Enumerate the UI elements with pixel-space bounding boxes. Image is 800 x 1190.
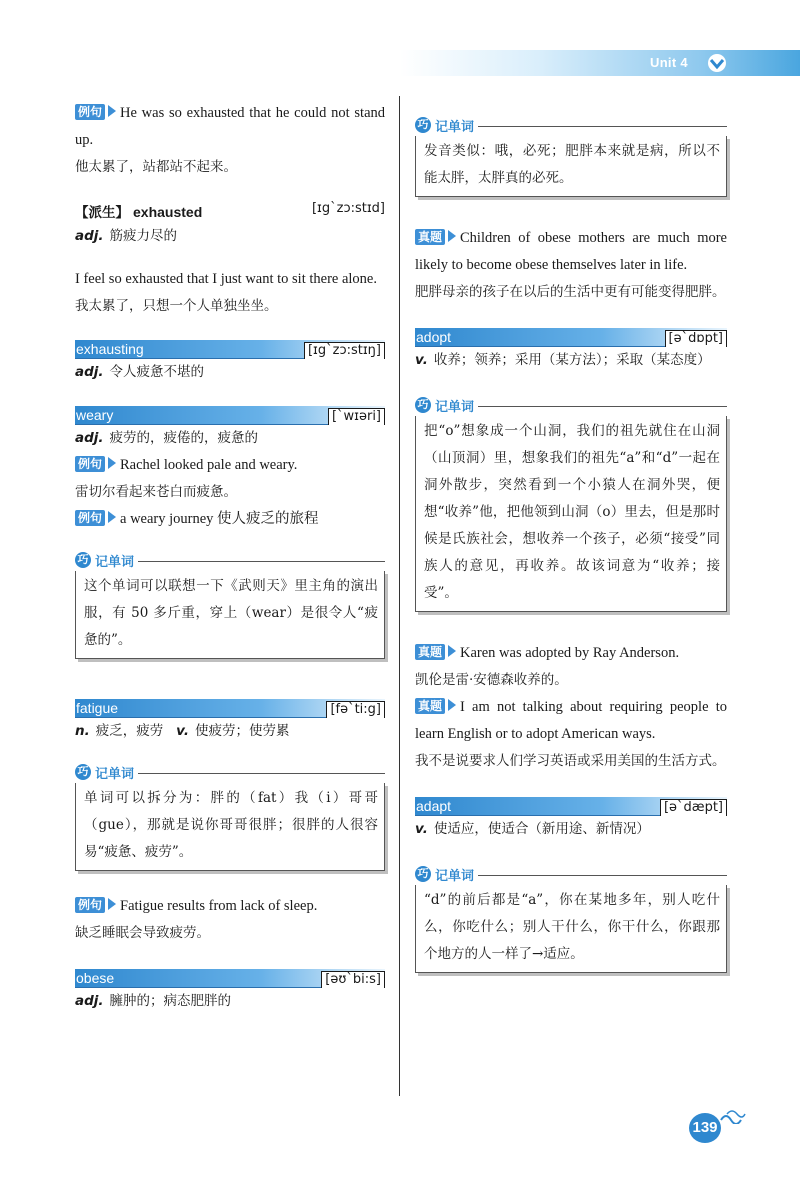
- derivation-word: exhausted: [133, 204, 203, 220]
- derivation-label: 【派生】: [75, 205, 129, 221]
- entry-word: obese: [76, 970, 115, 986]
- wave-decoration-icon: [720, 1108, 746, 1124]
- arrow-right-icon: [108, 105, 116, 117]
- memo-icon: 巧: [415, 117, 431, 133]
- column-divider: [399, 96, 400, 1096]
- derivation-header: [75, 201, 385, 223]
- memo-title: 记单词: [435, 119, 475, 135]
- example-badge: 例句: [75, 897, 105, 913]
- memo-text: 把“o”想象成一个山洞，我们的祖先就住在山洞（山顶洞）里，想象我们的祖先“a”和“d”一起在洞外散步，突然看到一个小猿人在洞外哭，便想“收养”他，把他领到山洞（o）里去，但是那时候是氏族社会，想收养一个孩子，必须“接受”同族人的意见，再收养。故该词意为“收养；接受”。: [415, 416, 727, 612]
- exam-badge: 真题: [415, 229, 445, 245]
- derivation-example: I feel so exhausted that I just want to sit there alone.: [75, 271, 377, 287]
- example-badge: 例句: [75, 456, 105, 472]
- example-sentence: 例句 a weary journey 使人疲乏的旅程: [75, 506, 385, 533]
- memo-text: “d”的前后都是“a”，你在某地多年，别人吃什么，你吃什么；别人干什么，你干什么，你跟那个地方的人一样了→适应。: [415, 885, 727, 973]
- memory-tip-obese: [415, 114, 727, 197]
- exam-translation: 我不是说要求人们学习英语或采用美国的生活方式。: [415, 753, 726, 769]
- entry-phonetic: [fə`ti:g]: [326, 701, 385, 718]
- example-sentence: 例句 Rachel looked pale and weary.: [75, 452, 385, 479]
- derivation-phonetic: [ɪg`zɔ:stɪd]: [311, 201, 385, 216]
- memo-icon: 巧: [415, 866, 431, 882]
- arrow-right-icon: [448, 645, 456, 657]
- example-sentence: 例句 He was so exhausted that he could not stand up.: [75, 105, 385, 148]
- entry-phonetic: [ɪg`zɔ:stɪŋ]: [304, 342, 385, 359]
- page-number: 139: [689, 1113, 721, 1143]
- entry-word: adapt: [416, 798, 452, 814]
- entry-word: fatigue: [76, 700, 119, 716]
- derivation-definition: adj. 筋疲力尽的: [75, 228, 178, 244]
- entry-bar-adapt: [415, 797, 727, 816]
- arrow-right-icon: [448, 699, 456, 711]
- example-badge: 例句: [75, 104, 105, 120]
- memo-title: 记单词: [435, 399, 475, 415]
- entry-definition: v. 收养；领养；采用（某方法）；采取（某态度）: [415, 352, 711, 368]
- memo-icon: 巧: [415, 397, 431, 413]
- memo-text: 这个单词可以联想一下《武则天》里主角的演出服，有 50 多斤重，穿上（wear）是很令人“疲惫的”。: [75, 571, 385, 659]
- exam-sentence: 真题 I am not talking about requiring people to learn English or to adopt American ways.: [415, 699, 727, 742]
- memory-tip-adapt: [415, 863, 727, 973]
- unit-label: Unit 4: [650, 55, 688, 70]
- memory-tip-fatigue: [75, 761, 385, 871]
- example-translation: 雷切尔看起来苍白而疲惫。: [75, 484, 237, 500]
- entry-phonetic: [əʊ`bi:s]: [321, 971, 385, 988]
- memo-text: 发音类似：哦，必死；肥胖本来就是病，所以不能太胖，太胖真的必死。: [415, 136, 727, 197]
- memory-tip-adopt: [415, 394, 727, 612]
- arrow-right-icon: [108, 898, 116, 910]
- entry-word: adopt: [416, 329, 452, 345]
- right-column: [415, 100, 727, 973]
- derivation-example-translation: 我太累了，只想一个人单独坐坐。: [75, 298, 278, 314]
- entry-bar-obese: [75, 969, 385, 988]
- memo-title: 记单词: [435, 868, 475, 884]
- entry-bar-adopt: [415, 328, 727, 347]
- entry-definition: adj. 臃肿的；病态肥胖的: [75, 993, 232, 1009]
- memo-icon: 巧: [75, 552, 91, 568]
- entry-phonetic: [`wɪəri]: [328, 408, 385, 425]
- example-translation: 他太累了，站都站不起来。: [75, 159, 237, 175]
- exam-sentence: 真题 Children of obese mothers are much more likely to become obese themselves later in life.: [415, 230, 727, 273]
- memo-title: 记单词: [95, 554, 135, 570]
- left-column: [75, 100, 385, 1015]
- example-sentence: 例句 Fatigue results from lack of sleep.: [75, 893, 385, 920]
- entry-bar-fatigue: [75, 699, 385, 718]
- entry-definition: adj. 令人疲惫不堪的: [75, 364, 205, 380]
- entry-word: exhausting: [76, 341, 144, 357]
- memo-title: 记单词: [95, 766, 135, 782]
- entry-definition: adj. 疲劳的，疲倦的，疲惫的: [75, 430, 259, 446]
- arrow-right-icon: [108, 457, 116, 469]
- exam-badge: 真题: [415, 698, 445, 714]
- example-translation: 缺乏睡眠会导致疲劳。: [75, 925, 210, 941]
- arrow-right-icon: [108, 511, 116, 523]
- entry-word: weary: [76, 407, 114, 423]
- entry-bar-weary: [75, 406, 385, 425]
- entry-bar-exhausting: [75, 340, 385, 359]
- exam-translation: 肥胖母亲的孩子在以后的生活中更有可能变得肥胖。: [415, 284, 726, 300]
- entry-phonetic: [ə`dæpt]: [660, 799, 727, 816]
- entry-phonetic: [ə`dɒpt]: [665, 330, 728, 347]
- memo-icon: 巧: [75, 764, 91, 780]
- entry-definition: v. 使适应，使适合（新用途、新情况）: [415, 821, 650, 837]
- example-badge: 例句: [75, 510, 105, 526]
- exam-sentence: 真题 Karen was adopted by Ray Anderson.: [415, 640, 727, 667]
- exam-translation: 凯伦是雷·安德森收养的。: [415, 672, 568, 688]
- arrow-right-icon: [448, 230, 456, 242]
- memo-text: 单词可以拆分为：胖的（fat）我（i）哥哥（gue），那就是说你哥哥很胖；很胖的人很容易“疲惫、疲劳”。: [75, 783, 385, 871]
- entry-definition: n. 疲乏，疲劳 v. 使疲劳；使劳累: [75, 723, 290, 739]
- memory-tip-weary: [75, 549, 385, 659]
- chevron-down-icon: [706, 53, 728, 73]
- unit-header-tab: [400, 50, 800, 76]
- exam-badge: 真题: [415, 644, 445, 660]
